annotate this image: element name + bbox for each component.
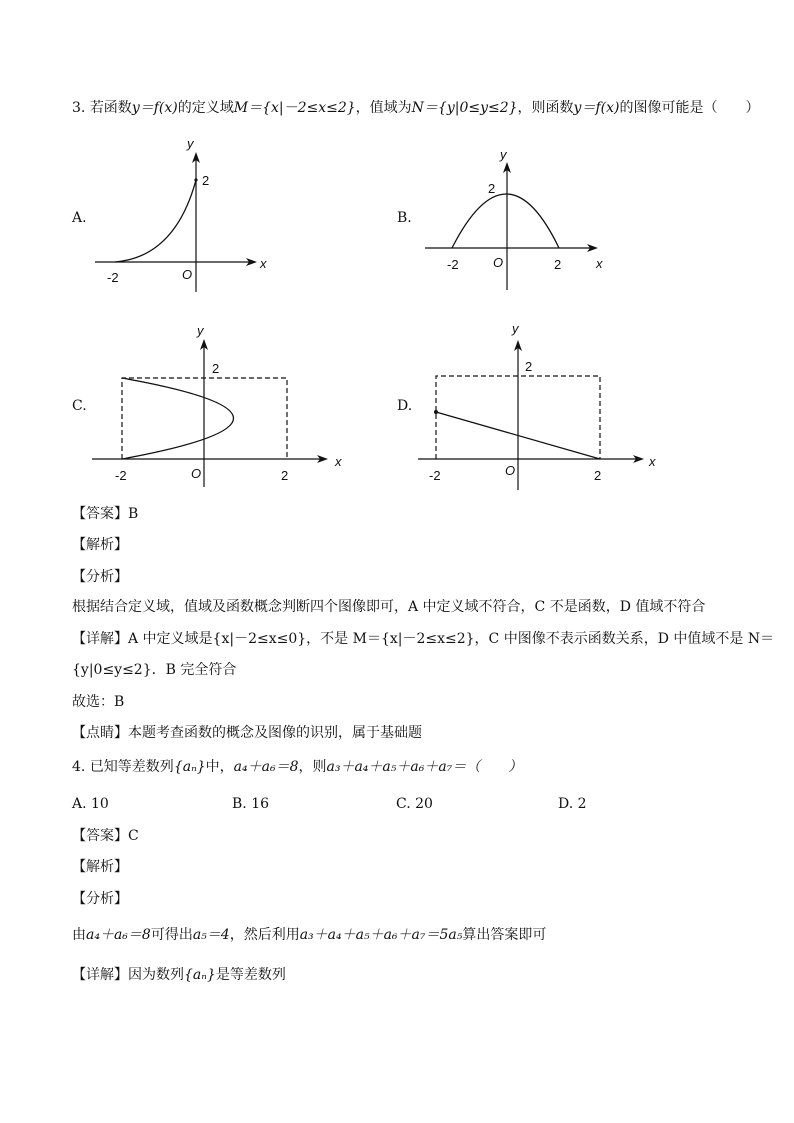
graph-d-neg-two: -2 bbox=[429, 468, 441, 483]
q4-answer-tag: 【答案】 bbox=[72, 828, 128, 844]
q3-stem bbox=[72, 98, 759, 118]
graph-c-y-label: y bbox=[197, 323, 204, 338]
q3-stem-e: 的图像可能是（ ） bbox=[619, 100, 760, 116]
graph-d-two-y: 2 bbox=[525, 359, 533, 374]
q3-fenxi-text: 根据结合定义域，值域及函数概念判断四个图像即可，A 中定义域不符合，C 不是函数，D 值域不符合 bbox=[72, 599, 706, 615]
graph-b-curve bbox=[452, 194, 559, 248]
q4-jiexi-tag: 【解析】 bbox=[72, 859, 128, 875]
q4-number: 4. bbox=[72, 759, 86, 775]
q3-range: N＝{y|0≤y≤2} bbox=[411, 100, 518, 116]
q4-option-b bbox=[232, 794, 269, 814]
q4-option-d bbox=[558, 794, 587, 814]
q4-option-c-value: 20 bbox=[415, 796, 433, 812]
q4-option-d-value: 2 bbox=[577, 796, 587, 812]
dianjing-tag: 【点睛】 bbox=[72, 725, 128, 741]
q3-number: 3. bbox=[72, 100, 86, 116]
q3-answer bbox=[72, 504, 138, 524]
q4-answer-value: C bbox=[128, 828, 139, 844]
graph-b-neg-two: -2 bbox=[447, 257, 459, 272]
graph-a-curve bbox=[115, 180, 196, 262]
graph-c-x-label: x bbox=[335, 454, 342, 469]
q4-xiangjie-a: 因为数列 bbox=[128, 967, 184, 983]
q3-option-c-label: C. bbox=[72, 398, 87, 414]
q3-xiangjie-1: A 中定义域是{x|－2≤x≤0}，不是 M＝{x|－2≤x≤2}，C 中图像不表示函数关系，D 中值域不是 N＝ bbox=[128, 631, 775, 647]
graph-d-y-label: y bbox=[512, 321, 519, 336]
graph-d-endpoint bbox=[434, 410, 438, 414]
q4-fenxi-d: 算出答案即可 bbox=[462, 927, 547, 943]
q3-dianjing bbox=[72, 723, 422, 743]
q3-stem-b: 的定义域 bbox=[177, 100, 234, 116]
graph-d-origin: O bbox=[505, 463, 516, 478]
q3-func-2: y＝f(x) bbox=[573, 100, 620, 116]
q4-xiangjie bbox=[72, 965, 286, 985]
q3-xiangjie-line-2: {y|0≤y≤2}．B 完全符合 bbox=[72, 662, 237, 678]
graph-d-x-label: x bbox=[649, 454, 656, 469]
q3-dianjing-text: 本题考查函数的概念及图像的识别，属于基础题 bbox=[128, 725, 422, 741]
graph-c-origin: O bbox=[191, 466, 202, 481]
q4-option-b-label: B. bbox=[232, 796, 247, 812]
graph-b-x-label: x bbox=[596, 256, 603, 271]
graph-b-two-x: 2 bbox=[554, 257, 562, 272]
q4-ask: a₃＋a₄＋a₅＋a₆＋a₇＝（ ） bbox=[326, 759, 523, 775]
graph-a-origin: O bbox=[182, 267, 193, 282]
q4-stem-a: 已知等差数列 bbox=[89, 759, 174, 775]
graph-b-two-y: 2 bbox=[488, 181, 496, 196]
q4-option-a bbox=[72, 794, 109, 814]
graph-c-curve bbox=[122, 378, 234, 459]
q3-answer-value: B bbox=[128, 506, 139, 522]
q3-xiangjie-line-1 bbox=[72, 629, 774, 649]
q3-stem-c: ，值域为 bbox=[355, 100, 412, 116]
q4-fenxi-tag: 【分析】 bbox=[72, 891, 128, 907]
q3-jiexi-tag: 【解析】 bbox=[72, 537, 128, 553]
q4-fenxi-cond: a₄＋a₆＝8 bbox=[86, 927, 151, 943]
q4-option-b-value: 16 bbox=[251, 796, 270, 812]
q3-func: y＝f(x) bbox=[131, 100, 178, 116]
q3-option-a-label: A. bbox=[72, 210, 87, 226]
q4-xiangjie-seq: {aₙ} bbox=[184, 967, 216, 983]
q3-stem-d: ，则函数 bbox=[517, 100, 574, 116]
q3-domain: M＝{x|－2≤x≤2} bbox=[233, 100, 356, 116]
xiangjie-tag: 【详解】 bbox=[72, 631, 128, 647]
q4-fenxi-a: 由 bbox=[72, 927, 86, 943]
q4-fenxi-a5: a₅＝4 bbox=[192, 927, 230, 943]
q4-stem-b: 中， bbox=[205, 759, 234, 775]
q3-fenxi-tag: 【分析】 bbox=[72, 569, 128, 585]
graph-b-origin: O bbox=[493, 255, 504, 270]
graph-b-y-label: y bbox=[500, 147, 507, 162]
q4-fenxi-sum: a₃＋a₄＋a₅＋a₆＋a₇＝5a₅ bbox=[299, 927, 463, 943]
graph-c-neg-two: -2 bbox=[115, 468, 127, 483]
q4-answer bbox=[72, 826, 139, 846]
q4-fenxi-b: 可得出 bbox=[150, 927, 193, 943]
q3-graph-a bbox=[80, 135, 280, 295]
q3-stem-a: 若函数 bbox=[89, 100, 132, 116]
q4-stem bbox=[72, 757, 522, 777]
q4-xiangjie-tag: 【详解】 bbox=[72, 967, 128, 983]
q4-option-a-label: A. bbox=[72, 796, 87, 812]
answer-tag: 【答案】 bbox=[72, 506, 128, 522]
q3-guxuan: 故选：B bbox=[72, 694, 125, 710]
q3-option-d-label: D. bbox=[397, 398, 413, 414]
q3-graph-b bbox=[415, 140, 615, 295]
q4-fenxi-c: ，然后利用 bbox=[229, 927, 300, 943]
q4-fenxi bbox=[72, 925, 546, 945]
q4-cond: a₄＋a₆＝8 bbox=[233, 759, 299, 775]
q4-option-c bbox=[396, 794, 433, 814]
q4-option-a-value: 10 bbox=[91, 796, 109, 812]
q4-seq: {aₙ} bbox=[173, 759, 206, 775]
graph-a-endpoint bbox=[194, 178, 197, 181]
graph-a-two: 2 bbox=[202, 173, 210, 188]
q4-xiangjie-b: 是等差数列 bbox=[215, 967, 286, 983]
graph-c-two-x: 2 bbox=[281, 468, 289, 483]
q3-graph-d bbox=[410, 318, 665, 490]
q3-option-b-label: B. bbox=[397, 210, 412, 226]
graph-a-y-label: y bbox=[187, 136, 194, 151]
q3-graph-c bbox=[85, 318, 355, 490]
graph-c-two-y: 2 bbox=[212, 361, 220, 376]
q4-option-c-label: C. bbox=[396, 796, 411, 812]
q4-stem-c: ，则 bbox=[298, 759, 327, 775]
q4-option-d-label: D. bbox=[558, 796, 574, 812]
graph-a-x-label: x bbox=[260, 256, 267, 271]
graph-d-two-x: 2 bbox=[594, 468, 602, 483]
graph-a-neg-two: -2 bbox=[107, 270, 119, 285]
